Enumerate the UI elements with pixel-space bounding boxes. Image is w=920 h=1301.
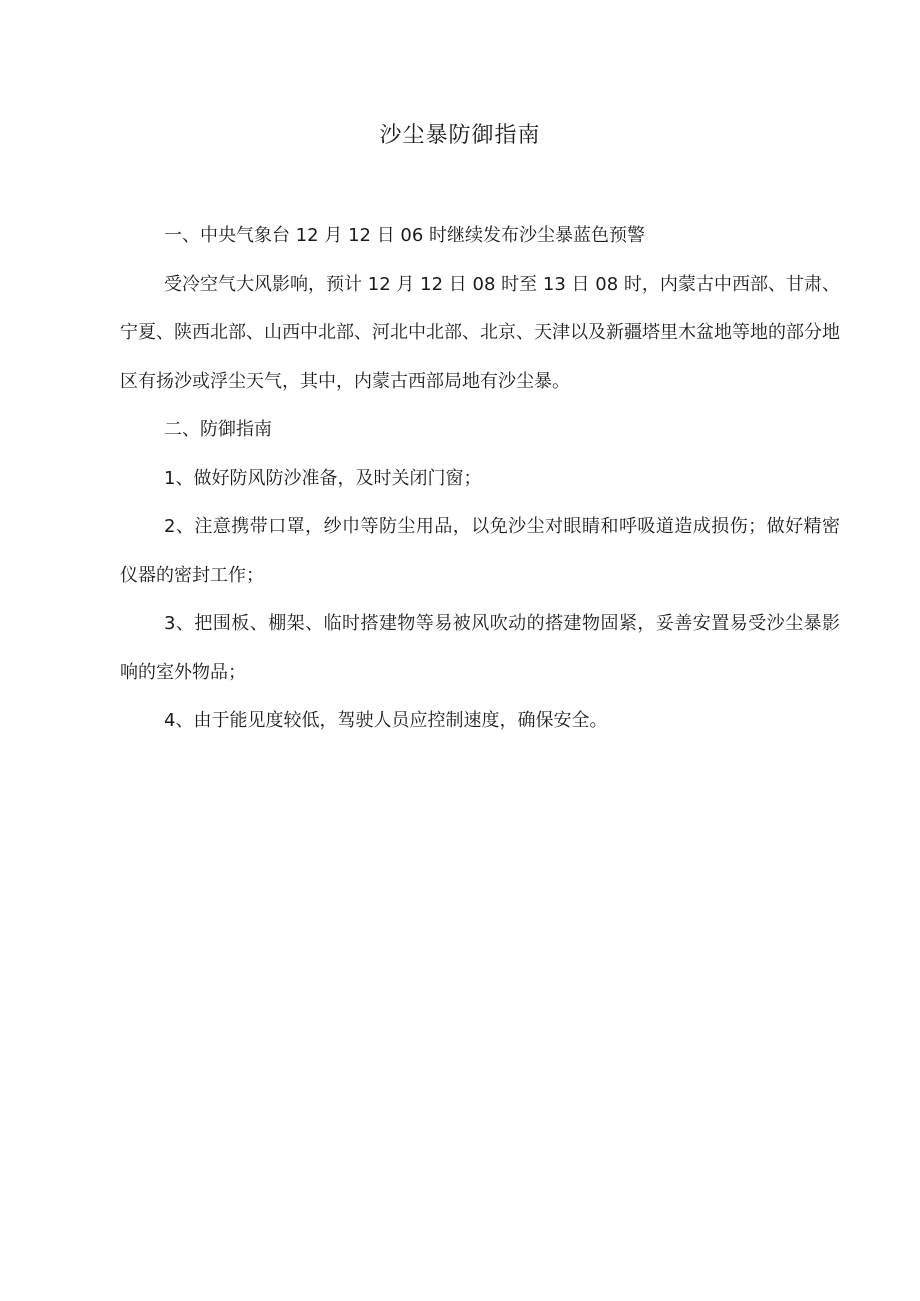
document-body xyxy=(120,212,840,746)
section2-heading: 二、防御指南 xyxy=(164,419,272,440)
guide-item-1: 1、做好防风防沙准备，及时关闭门窗； xyxy=(164,467,482,489)
section1-body: 受冷空气大风影响，预计 12 月 12 日 08 时至 13 日 08 时，内蒙古中西部、甘肃、宁夏、陕西北部、山西中北部、河北中北部、北京、天津以及新疆塔里木盆地等地的部分地区有扬沙或浮尘天气，其中，内蒙古西部局地有沙尘暴。 xyxy=(120,273,840,392)
document-title: 沙尘暴防御指南 xyxy=(379,123,541,148)
guide-item-3: 3、把围板、棚架、临时搭建物等易被风吹动的搭建物固紧，妥善安置易受沙尘暴影响的室外物品； xyxy=(120,613,840,683)
guide-item-2: 2、注意携带口罩，纱巾等防尘用品，以免沙尘对眼睛和呼吸道造成损伤；做好精密仪器的密封工作； xyxy=(120,516,840,586)
section1-heading: 一、中央气象台 12 月 12 日 06 时继续发布沙尘暴蓝色预警 xyxy=(164,225,646,246)
guide-item-4: 4、由于能见度较低，驾驶人员应控制速度，确保安全。 xyxy=(164,710,608,731)
